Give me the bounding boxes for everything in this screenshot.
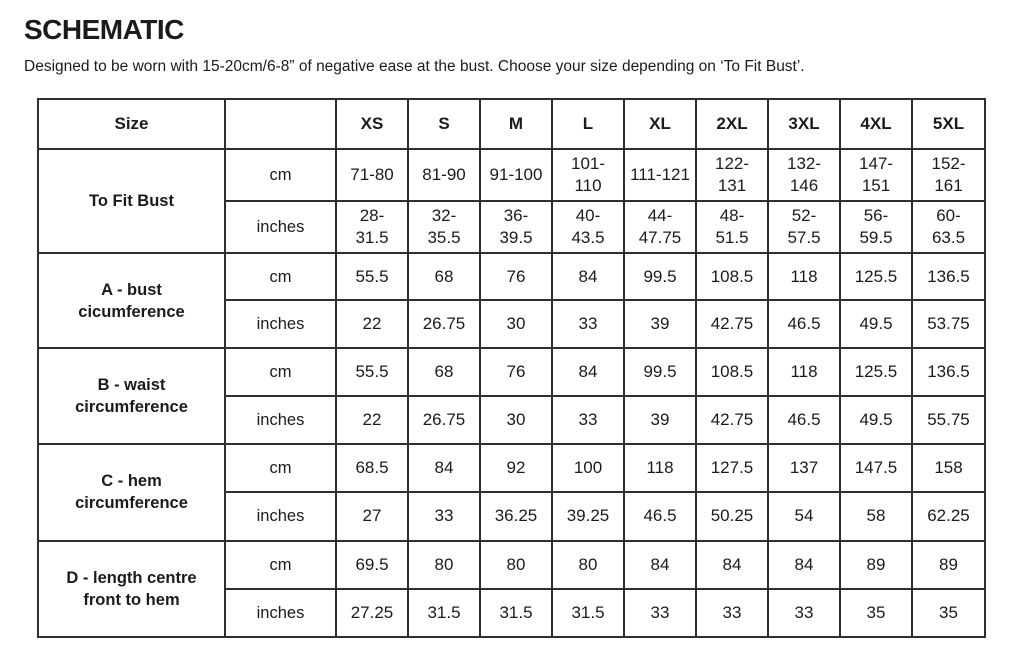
measurement-cell: 68.5 [336,444,408,492]
measurement-cell: 111-121 [624,149,696,201]
measurement-cell: 80 [408,541,480,589]
measurement-cell: 158 [912,444,985,492]
measurement-cell: 31.5 [552,589,624,637]
unit-label: inches [225,201,336,253]
row-label-waist-circumference: B - waist circumference [38,348,225,444]
measurement-cell: 101- 110 [552,149,624,201]
measurement-cell: 27.25 [336,589,408,637]
measurement-cell: 152- 161 [912,149,985,201]
measurement-cell: 76 [480,253,552,299]
measurement-cell: 44- 47.75 [624,201,696,253]
unit-label: cm [225,149,336,201]
measurement-cell: 26.75 [408,396,480,444]
measurement-cell: 136.5 [912,253,985,299]
size-xl-header: XL [624,99,696,149]
measurement-cell: 46.5 [768,396,840,444]
unit-label: cm [225,348,336,396]
size-chart-table [37,98,986,638]
measurement-cell: 58 [840,492,912,540]
row-label-to-fit-bust: To Fit Bust [38,149,225,253]
measurement-cell: 108.5 [696,253,768,299]
measurement-cell: 46.5 [624,492,696,540]
measurement-cell: 84 [696,541,768,589]
unit-label: cm [225,541,336,589]
measurement-cell: 99.5 [624,348,696,396]
measurement-cell: 55.5 [336,348,408,396]
measurement-cell: 89 [840,541,912,589]
unit-label: inches [225,300,336,348]
unit-label: cm [225,444,336,492]
measurement-cell: 42.75 [696,396,768,444]
measurement-cell: 35 [912,589,985,637]
measurement-cell: 53.75 [912,300,985,348]
measurement-cell: 62.25 [912,492,985,540]
measurement-cell: 80 [480,541,552,589]
size-5xl-header: 5XL [912,99,985,149]
measurement-cell: 22 [336,300,408,348]
measurement-cell: 49.5 [840,300,912,348]
measurement-cell: 118 [624,444,696,492]
measurement-cell: 127.5 [696,444,768,492]
measurement-cell: 36- 39.5 [480,201,552,253]
measurement-cell: 147- 151 [840,149,912,201]
measurement-cell: 33 [552,300,624,348]
measurement-cell: 89 [912,541,985,589]
measurement-cell: 91-100 [480,149,552,201]
measurement-cell: 122- 131 [696,149,768,201]
measurement-cell: 30 [480,300,552,348]
measurement-cell: 48- 51.5 [696,201,768,253]
table-row [38,444,985,492]
measurement-cell: 33 [552,396,624,444]
measurement-cell: 81-90 [408,149,480,201]
page-title: SCHEMATIC [24,14,184,45]
measurement-cell: 28- 31.5 [336,201,408,253]
size-2xl-header: 2XL [696,99,768,149]
measurement-cell: 137 [768,444,840,492]
measurement-cell: 92 [480,444,552,492]
measurement-cell: 50.25 [696,492,768,540]
measurement-cell: 46.5 [768,300,840,348]
measurement-cell: 33 [408,492,480,540]
size-xs-header: XS [336,99,408,149]
measurement-cell: 33 [624,589,696,637]
measurement-cell: 40- 43.5 [552,201,624,253]
measurement-cell: 84 [624,541,696,589]
measurement-cell: 55.75 [912,396,985,444]
measurement-cell: 55.5 [336,253,408,299]
unit-label: cm [225,253,336,299]
size-s-header: S [408,99,480,149]
measurement-cell: 31.5 [480,589,552,637]
measurement-cell: 71-80 [336,149,408,201]
row-label-bust-circumference: A - bust cicumference [38,253,225,347]
measurement-cell: 68 [408,253,480,299]
size-chart-body [38,149,985,637]
measurement-cell: 118 [768,348,840,396]
table-row [38,149,985,201]
measurement-cell: 33 [696,589,768,637]
table-row [38,253,985,299]
measurement-cell: 80 [552,541,624,589]
measurement-cell: 39 [624,396,696,444]
measurement-cell: 118 [768,253,840,299]
measurement-cell: 26.75 [408,300,480,348]
measurement-cell: 108.5 [696,348,768,396]
measurement-cell: 22 [336,396,408,444]
measurement-cell: 54 [768,492,840,540]
measurement-cell: 49.5 [840,396,912,444]
measurement-cell: 36.25 [480,492,552,540]
measurement-cell: 33 [768,589,840,637]
row-label-length-centre-front: D - length centre front to hem [38,541,225,637]
size-header: Size [38,99,225,149]
measurement-cell: 39.25 [552,492,624,540]
measurement-cell: 56- 59.5 [840,201,912,253]
measurement-cell: 68 [408,348,480,396]
measurement-cell: 60- 63.5 [912,201,985,253]
table-row [38,541,985,589]
measurement-cell: 84 [408,444,480,492]
row-label-hem-circumference: C - hem circumference [38,444,225,540]
measurement-cell: 147.5 [840,444,912,492]
measurement-cell: 52- 57.5 [768,201,840,253]
unit-label: inches [225,589,336,637]
measurement-cell: 35 [840,589,912,637]
size-4xl-header: 4XL [840,99,912,149]
measurement-cell: 132- 146 [768,149,840,201]
table-row [38,348,985,396]
unit-label: inches [225,396,336,444]
measurement-cell: 84 [552,348,624,396]
measurement-cell: 125.5 [840,253,912,299]
measurement-cell: 30 [480,396,552,444]
page-subtitle: Designed to be worn with 15-20cm/6-8” of negative ease at the bust. Choose your size depending on ‘To Fit Bust’. [24,58,805,75]
size-m-header: M [480,99,552,149]
measurement-cell: 84 [768,541,840,589]
measurement-cell: 39 [624,300,696,348]
measurement-cell: 42.75 [696,300,768,348]
measurement-cell: 31.5 [408,589,480,637]
measurement-cell: 84 [552,253,624,299]
measurement-cell: 136.5 [912,348,985,396]
measurement-cell: 27 [336,492,408,540]
size-l-header: L [552,99,624,149]
measurement-cell: 99.5 [624,253,696,299]
unit-header [225,99,336,149]
measurement-cell: 76 [480,348,552,396]
measurement-cell: 32- 35.5 [408,201,480,253]
unit-label: inches [225,492,336,540]
size-3xl-header: 3XL [768,99,840,149]
measurement-cell: 125.5 [840,348,912,396]
header-row [38,99,985,149]
measurement-cell: 100 [552,444,624,492]
measurement-cell: 69.5 [336,541,408,589]
